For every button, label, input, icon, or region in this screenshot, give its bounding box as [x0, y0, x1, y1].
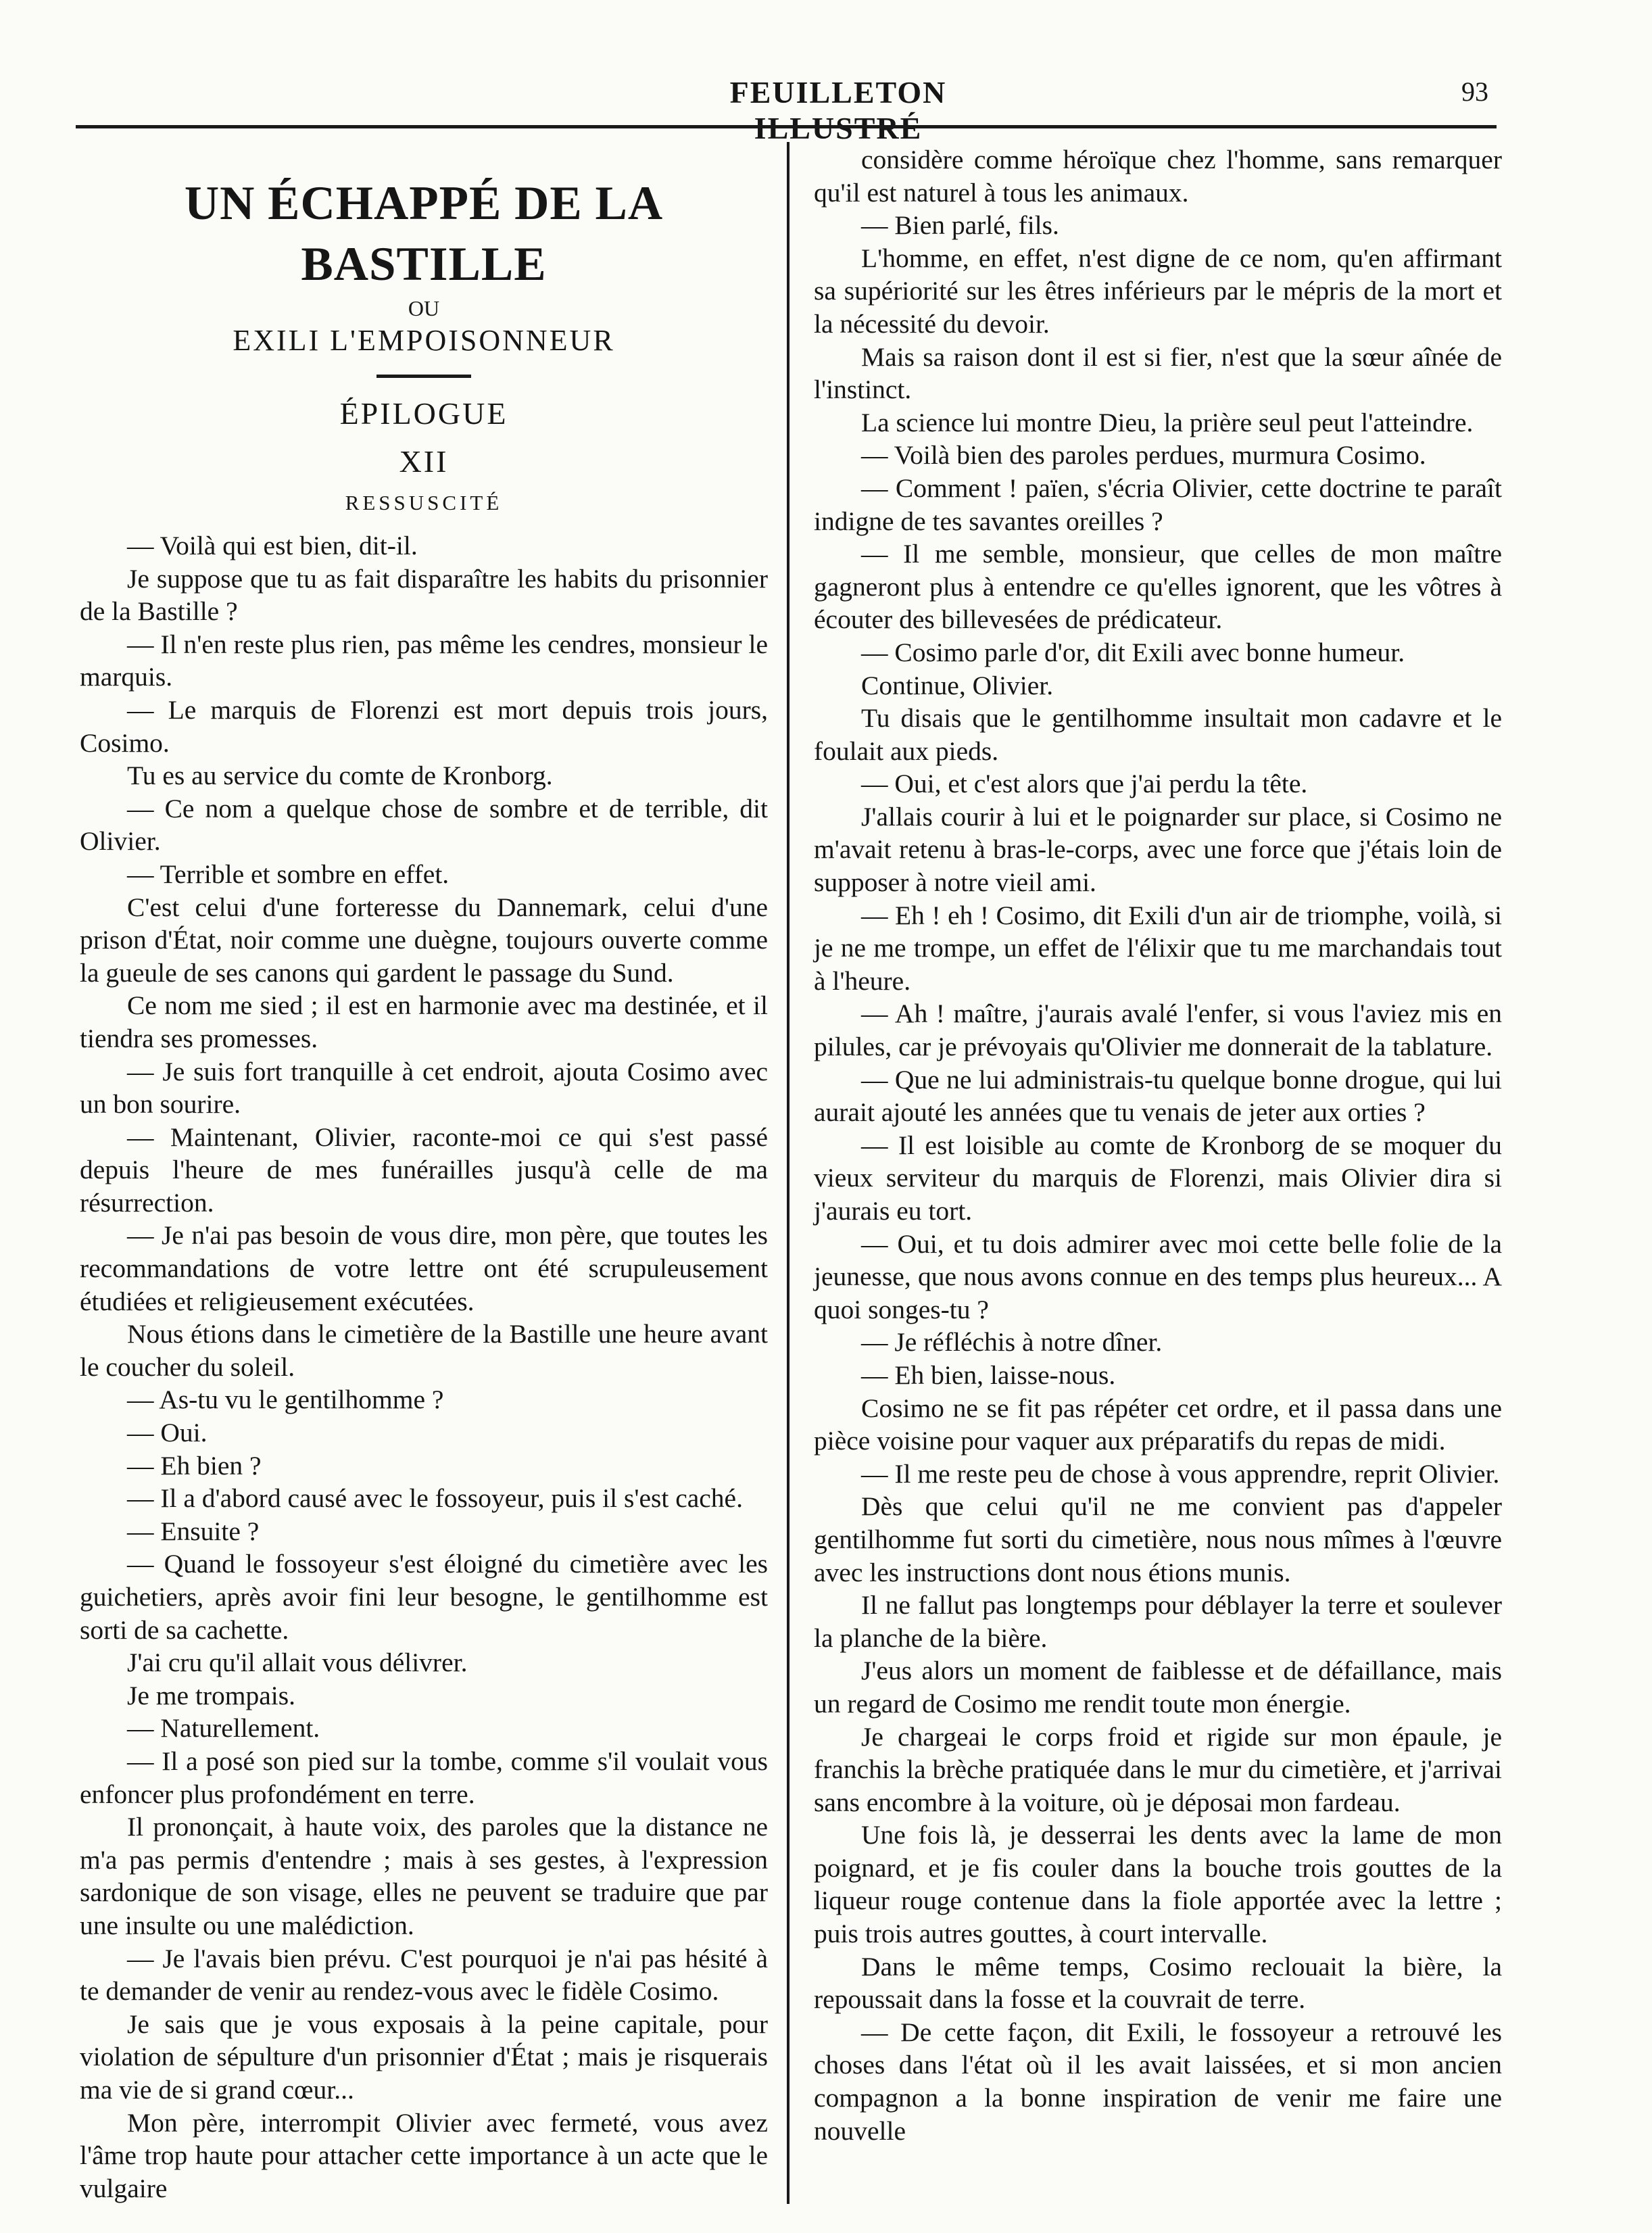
paragraph: La science lui montre Dieu, la prière seul peut l'atteindre.	[861, 407, 1474, 437]
paragraph: — Je n'ai pas besoin de vous dire, mon père, que toutes les recommandations de votre lettre ont été scrupuleusement étudiées et religieusement exécutées.	[80, 1220, 768, 1316]
paragraph: C'est celui d'une forteresse du Dannemark, celui d'une prison d'État, noir comme une duègne, toujours ouverte comme la gueule de ses canons qui gardent le passage du Sund.	[80, 892, 768, 988]
paragraph: Dans le même temps, Cosimo reclouait la bière, la repoussait dans la fosse et la couvrait de terre.	[814, 1951, 1502, 2015]
paragraph: Cosimo ne se fit pas répéter cet ordre, et il passa dans une pièce voisine pour vaquer aux préparatifs du repas de midi.	[814, 1393, 1502, 1456]
paragraph: — Il a d'abord causé avec le fossoyeur, puis il s'est caché.	[127, 1483, 743, 1514]
paragraph: Continue, Olivier.	[861, 670, 1054, 700]
paragraph: — Le marquis de Florenzi est mort depuis trois jours, Cosimo.	[80, 694, 768, 758]
paragraph: — Eh bien ?	[127, 1450, 262, 1481]
paragraph: — Ensuite ?	[127, 1516, 260, 1546]
paragraph: — Il a posé son pied sur la tombe, comme s'il voulait vous enfoncer plus profondément en terre.	[80, 1746, 768, 1809]
page-number: 93	[1461, 76, 1488, 107]
paragraph: Ce nom me sied ; il est en harmonie avec ma destinée, et il tiendra ses promesses.	[80, 990, 768, 1053]
paragraph: — Il me reste peu de chose à vous apprendre, reprit Olivier.	[861, 1458, 1500, 1489]
paragraph: J'eus alors un moment de faiblesse et de défaillance, mais un regard de Cosimo me rendit toute mon énergie.	[814, 1656, 1502, 1719]
title-conjunction: OU	[408, 296, 440, 320]
paragraph: Je sais que je vous exposais à la peine capitale, pour violation de sépulture d'un prisonnier d'État ; mais je risquerais ma vie de si grand cœur...	[80, 2009, 768, 2105]
paragraph: Mon père, interrompit Olivier avec fermeté, vous avez l'âme trop haute pour attacher cette importance à un acte que le vulgaire	[80, 2107, 768, 2203]
paragraph: Je me trompais.	[127, 1680, 296, 1710]
paragraph: Je chargeai le corps froid et rigide sur mon épaule, je franchis la brèche pratiquée dans le mur du cimetière, et j'arrivai sans encombre à la voiture, où je déposai mon fardeau.	[814, 1721, 1502, 1817]
paragraph: Tu es au service du comte de Kronborg.	[127, 761, 553, 791]
paragraph: — Voilà bien des paroles perdues, murmura Cosimo.	[861, 440, 1426, 471]
paragraph: — Il me semble, monsieur, que celles de mon maître gagneront plus à entendre ce qu'elles ignorent, que les vôtres à écouter des billevesées de prédicateur.	[814, 539, 1502, 635]
paragraph: — Je suis fort tranquille à cet endroit, ajouta Cosimo avec un bon sourire.	[80, 1056, 768, 1120]
paragraph: Dès que celui qu'il ne me convient pas d'appeler gentilhomme fut sorti du cimetière, nous nous mîmes à l'œuvre avec les instructions dont nous étions munis.	[814, 1491, 1502, 1587]
paragraph: — Terrible et sombre en effet.	[127, 859, 450, 889]
paragraph: — Maintenant, Olivier, raconte-moi ce qui s'est passé depuis l'heure de mes funérailles jusqu'à celle de ma résurrection.	[80, 1122, 768, 1218]
paragraph: Tu disais que le gentilhomme insultait mon cadavre et le foulait aux pieds.	[814, 703, 1502, 766]
running-title: FEUILLETON ILLUSTRÉ	[729, 75, 947, 145]
paragraph: — Comment ! païen, s'écria Olivier, cette doctrine te paraît indigne de tes savantes oreilles ?	[814, 473, 1502, 536]
right-column	[814, 143, 1502, 2147]
left-column-text	[80, 529, 768, 2205]
paragraph: — Il est loisible au comte de Kronborg de se moquer du vieux serviteur du marquis de Florenzi, mais Olivier dira si j'aurais eu tort.	[814, 1130, 1502, 1226]
paragraph: considère comme héroïque chez l'homme, sans remarquer qu'il est naturel à tous les animaux.	[814, 145, 1502, 208]
column-divider	[787, 142, 789, 2204]
title-block	[80, 173, 768, 520]
paragraph: Il ne fallut pas longtemps pour déblayer la terre et soulever la planche de la bière.	[814, 1590, 1502, 1653]
title-rule	[376, 375, 471, 378]
paragraph: — Eh bien, laisse-nous.	[861, 1360, 1116, 1390]
paragraph: Il prononçait, à haute voix, des paroles que la distance ne m'a pas permis d'entendre ; mais à ses gestes, à l'expression sardonique de son visage, elles ne peuvent se traduire que par une insulte ou une malédiction.	[80, 1812, 768, 1940]
paragraph: Je suppose que tu as fait disparaître les habits du prisonnier de la Bastille ?	[80, 563, 768, 627]
section-title: ÉPILOGUE	[339, 396, 508, 431]
paragraph: — Oui, et c'est alors que j'ai perdu la tête.	[861, 769, 1308, 799]
article-title: UN ÉCHAPPÉ DE LA BASTILLE	[184, 177, 664, 291]
paragraph: Une fois là, je desserrai les dents avec la lame de mon poignard, et je fis couler dans la bouche trois gouttes de la liqueur rouge contenue dans la fiole apportée avec la lettre ; puis trois autres gouttes, à court intervalle.	[814, 1820, 1502, 1949]
paragraph: — Je l'avais bien prévu. C'est pourquoi je n'ai pas hésité à te demander de venir au rendez-vous avec le fidèle Cosimo.	[80, 1943, 768, 2007]
paragraph: — Quand le fossoyeur s'est éloigné du cimetière avec les guichetiers, après avoir fini leur besogne, le gentilhomme est sorti de sa cachette.	[80, 1549, 768, 1645]
paragraph: J'ai cru qu'il allait vous délivrer.	[127, 1648, 468, 1678]
paragraph: L'homme, en effet, n'est digne de ce nom, qu'en affirmant sa supériorité sur les êtres inférieurs par le mépris de la mort et la nécessité du devoir.	[814, 243, 1502, 339]
paragraph: J'allais courir à lui et le poignarder sur place, si Cosimo ne m'avait retenu à bras-le-corps, avec une force que j'étais loin de supposer à notre vieil ami.	[814, 801, 1502, 898]
paragraph: — Voilà qui est bien, dit-il.	[127, 531, 418, 560]
paragraph: — Je réfléchis à notre dîner.	[861, 1327, 1163, 1358]
paragraph: — Ce nom a quelque chose de sombre et de terrible, dit Olivier.	[80, 793, 768, 857]
left-column	[80, 135, 768, 2205]
paragraph: — Ah ! maître, j'aurais avalé l'enfer, si vous l'aviez mis en pilules, car je prévoyais qu'Olivier me donnerait de la tablature.	[814, 999, 1502, 1062]
paragraph: — Oui, et tu dois admirer avec moi cette belle folie de la jeunesse, que nous avons connue en des temps plus heureux... A quoi songes-tu ?	[814, 1228, 1502, 1324]
chapter-title: RESSUSCITÉ	[345, 491, 503, 514]
paragraph: Nous étions dans le cimetière de la Bastille une heure avant le coucher du soleil.	[80, 1319, 768, 1382]
paragraph: — Oui.	[127, 1418, 208, 1448]
paragraph: — As-tu vu le gentilhomme ?	[127, 1385, 444, 1415]
paragraph: — Que ne lui administrais-tu quelque bonne drogue, qui lui aurait ajouté les années que tu venais de jeter aux orties ?	[814, 1064, 1502, 1128]
paragraph: — Cosimo parle d'or, dit Exili avec bonne humeur.	[861, 637, 1405, 667]
right-column-text	[814, 143, 1502, 2147]
article-alt-title: EXILI L'EMPOISONNEUR	[233, 324, 615, 357]
paragraph: — Naturellement.	[127, 1713, 320, 1744]
paragraph: — Bien parlé, fils.	[861, 210, 1059, 241]
chapter-number: XII	[399, 444, 449, 479]
paragraph: Mais sa raison dont il est si fier, n'est que la sœur aînée de l'instinct.	[814, 341, 1502, 405]
paragraph: — Eh ! eh ! Cosimo, dit Exili d'un air de triomphe, voilà, si je ne me trompe, un effet de l'élixir que tu me marchandais tout à l'heure.	[814, 900, 1502, 996]
header-rule	[76, 125, 1497, 128]
paragraph: — Il n'en reste plus rien, pas même les cendres, monsieur le marquis.	[80, 629, 768, 692]
paragraph: — De cette façon, dit Exili, le fossoyeur a retrouvé les choses dans l'état où il les avait laissées, et si mon ancien compagnon a la bonne inspiration de venir me faire une nouvelle	[814, 2017, 1502, 2146]
